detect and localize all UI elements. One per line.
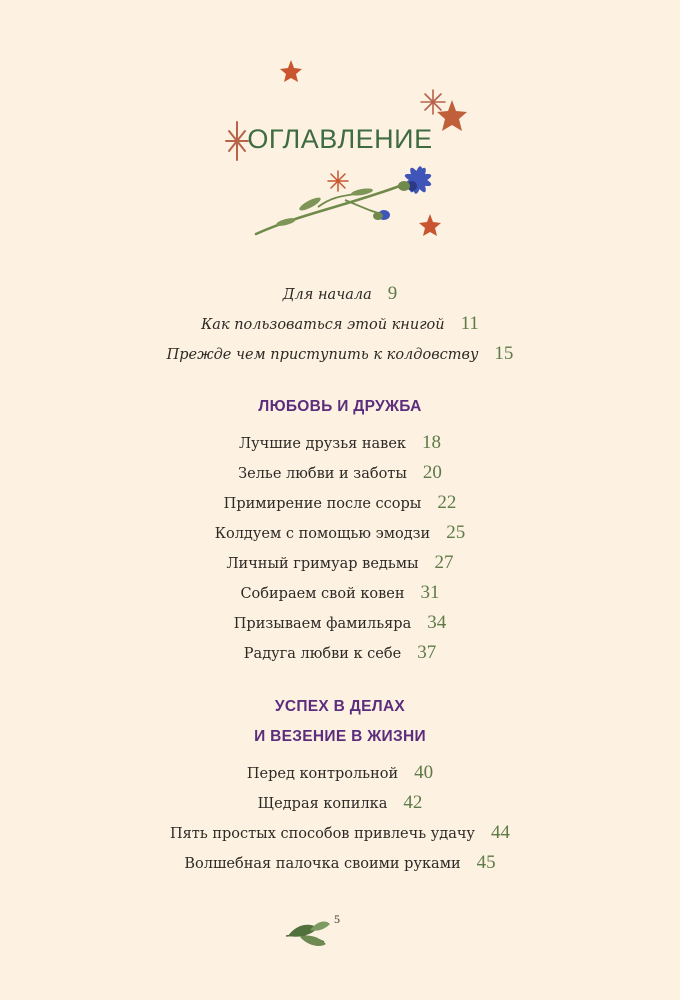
toc-entry-title: Как пользоваться этой книгой <box>201 317 445 333</box>
toc-entry-title: Зелье любви и заботы <box>238 466 407 482</box>
section-heading-text: И ВЕЗЕНИЕ В ЖИЗНИ <box>254 728 426 745</box>
toc-entry-title: Пять простых способов привлечь удачу <box>170 826 475 842</box>
section-heading-text: УСПЕХ В ДЕЛАХ <box>274 698 406 715</box>
toc-entry[interactable] <box>0 608 680 638</box>
toc-entry-page: 27 <box>434 552 454 573</box>
toc-entry-page: 20 <box>422 462 442 483</box>
toc-entry-page: 37 <box>417 642 437 663</box>
toc-entry-page: 44 <box>490 822 510 843</box>
toc-entry-title: Волшебная палочка своими руками <box>184 856 461 872</box>
leaf-sprig-icon <box>286 922 330 946</box>
toc-entry-title: Прежде чем приступить к колдовству <box>166 347 479 363</box>
sparkle-icon <box>328 171 348 191</box>
toc-entry-page: 18 <box>421 432 441 453</box>
toc-entry-page: 25 <box>446 522 466 543</box>
page-number: 5 <box>334 912 340 926</box>
toc-entry[interactable] <box>0 758 680 788</box>
star-icon <box>280 60 302 82</box>
toc-section1-list <box>0 428 680 668</box>
toc-intro-list <box>0 279 680 369</box>
section-heading-text: ЛЮБОВЬ И ДРУЖБА <box>258 398 422 415</box>
toc-section2-list <box>0 758 680 878</box>
sparkle-icon <box>421 90 445 114</box>
toc-entry-title: Призываем фамильяра <box>233 616 412 632</box>
toc-entry[interactable] <box>0 339 680 369</box>
toc-entry-page: 34 <box>427 612 447 633</box>
toc-entry[interactable] <box>0 788 680 818</box>
toc-entry-title: Щедрая копилка <box>257 796 388 812</box>
star-icon <box>419 214 441 236</box>
toc-entry-page: 11 <box>460 313 479 334</box>
toc-entry[interactable] <box>0 428 680 458</box>
toc-entry-page: 42 <box>403 792 423 813</box>
toc-entry[interactable] <box>0 638 680 668</box>
section-heading-love-friendship <box>0 392 680 422</box>
toc-entry-title: Колдуем с помощью эмодзи <box>214 526 431 542</box>
toc-entry-title: Для начала <box>282 287 372 303</box>
toc-entry-page: 40 <box>414 762 434 783</box>
toc-entry[interactable] <box>0 578 680 608</box>
page-title: ОГЛАВЛЕНИЕ <box>247 124 433 154</box>
toc-entry[interactable] <box>0 279 680 309</box>
toc-entry[interactable] <box>0 518 680 548</box>
toc-entry-title: Личный гримуар ведьмы <box>226 556 419 572</box>
toc-entry-page: 45 <box>476 852 496 873</box>
toc-entry-title: Радуга любви к себе <box>243 646 402 662</box>
toc-entry[interactable] <box>0 309 680 339</box>
toc-entry-title: Перед контрольной <box>246 766 399 782</box>
toc-entry-title: Лучшие друзья навек <box>239 436 406 452</box>
toc-entry-title: Примирение после ссоры <box>223 496 422 512</box>
toc-entry[interactable] <box>0 548 680 578</box>
toc-entry[interactable] <box>0 488 680 518</box>
toc-entry-page: 22 <box>437 492 457 513</box>
toc-entry-page: 31 <box>420 582 440 603</box>
toc-entry-title: Собираем свой ковен <box>240 586 405 602</box>
toc-entry[interactable] <box>0 818 680 848</box>
section-heading-success-luck <box>0 692 680 752</box>
toc-entry[interactable] <box>0 848 680 878</box>
toc-entry-page: 9 <box>387 283 398 304</box>
toc-entry-page: 15 <box>494 343 514 364</box>
toc-entry[interactable] <box>0 458 680 488</box>
